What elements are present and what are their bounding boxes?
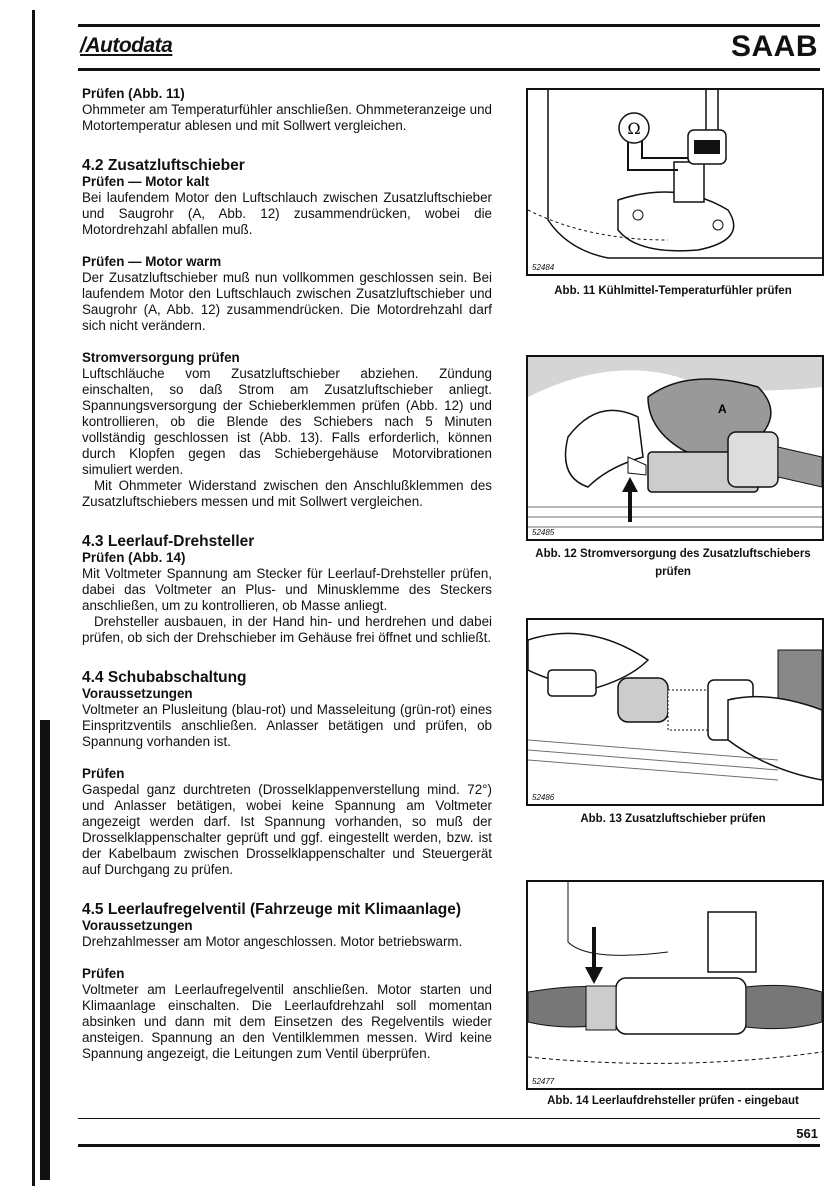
scan-shadow xyxy=(40,720,50,1180)
paragraph: Der Zusatzluftschieber muß nun vollkommen geschlossen sein. Bei laufendem Motor den Luftschlauch zwischen Zusatzluftschieber und Saugrohr (A, Abb. 12) zusammendrücken. Die Motordrehzahl darf sich nicht verändern. xyxy=(82,270,492,333)
section-heading: 4.2 Zusatzluftschieber xyxy=(82,157,245,174)
paragraph: Luftschläuche vom Zusatzluftschieber abziehen. Zündung einschalten, so daß Strom am Zusatzluftschieber anliegt. Spannungsversorgung der Schieberklemmen prüfen (Abb. 12) und kontrollieren, ob die Blende des Schiebers nach 5 Minuten vollständig geschlossen ist (Abb. 13). Falls erforderlich, können durch Klopfen gegen das Schiebergehäuse Motorvibrationen simuliert werden. xyxy=(82,366,492,477)
figure-number: 52485 xyxy=(532,528,555,537)
section-heading: 4.3 Leerlauf-Drehsteller xyxy=(82,533,255,550)
section-subheading: Stromversorgung prüfen xyxy=(82,350,240,365)
paragraph: Gaspedal ganz durchtreten (Drosselklappenverstellung mind. 72°) und Anlasser betätigen, wobei keine Spannung am Voltmeter angezeigt werden darf. Ist Spannung vorhanden, so muß der Drosselklappenschalter geprüft und ggf. eingestellt werden, bzw. ist der Kabelbaum zwischen Drosselklappenschalter und Steuergerät auf Durchgang zu prüfen. xyxy=(82,782,492,877)
page-binding xyxy=(0,0,30,1186)
section-subheading: Voraussetzungen xyxy=(82,686,193,701)
section-subheading: Prüfen — Motor warm xyxy=(82,254,222,269)
paragraph: Drehsteller ausbauen, in der Hand hin- und herdrehen und dabei prüfen, ob sich der Drehschieber im Gehäuse frei öffnet und schließt. xyxy=(82,614,492,645)
main-text-column xyxy=(82,86,492,1062)
paragraph: Voltmeter am Leerlaufregelventil anschließen. Motor starten und Klimaanlage einschalten. Die Leerlaufdrehzahl soll momentan absinken und dann mit dem Einsetzen des Regelventils wieder ansteigen. Spannung an den Ventilklemmen messen. Wird keine Spannung angezeigt, die Leitungen zum Ventil überprüfen. xyxy=(82,982,492,1061)
section-subheading: Voraussetzungen xyxy=(82,918,193,933)
temperature-sensor-illustration xyxy=(528,90,822,274)
figure-14-caption: Abb. 14 Leerlaufdrehsteller prüfen - eingebaut xyxy=(547,1095,799,1107)
section-heading: 4.5 Leerlaufregelventil (Fahrzeuge mit Klimaanlage) xyxy=(82,901,462,918)
auxiliary-air-valve-illustration xyxy=(528,357,822,539)
page-number: 561 xyxy=(796,1126,818,1141)
section-subheading: Prüfen xyxy=(82,966,125,981)
section-subheading: Prüfen xyxy=(82,766,125,781)
section-subheading: Prüfen (Abb. 14) xyxy=(82,550,186,565)
figure-number: 52477 xyxy=(532,1077,555,1086)
paragraph: Drehzahlmesser am Motor angeschlossen. Motor betriebswarm. xyxy=(82,934,463,949)
idle-actuator-illustration xyxy=(528,882,822,1088)
header-rule-bottom xyxy=(78,68,820,71)
section-subheading: Prüfen — Motor kalt xyxy=(82,174,210,189)
figure-12 xyxy=(526,355,824,541)
footer-rule xyxy=(78,1144,820,1147)
figure-14 xyxy=(526,880,824,1090)
binding-edge xyxy=(32,10,35,1186)
figure-11 xyxy=(526,88,824,276)
paragraph: Mit Voltmeter Spannung am Stecker für Leerlauf-Drehsteller prüfen, dabei das Voltmeter an Plus- und Minusklemme des Steckers anschließen, um zu kontrollieren, ob Masse anliegt. xyxy=(82,566,492,613)
figure-13 xyxy=(526,618,824,806)
figure-12-caption: Abb. 12 Stromversorgung des Zusatzluftschiebers prüfen xyxy=(535,548,811,578)
paragraph: Mit Ohmmeter Widerstand zwischen den Anschlußklemmen des Zusatzluftschiebers messen und mit Sollwert vergleichen. xyxy=(82,478,492,509)
figure-number: 52484 xyxy=(532,263,555,272)
brand-logo: /Autodata xyxy=(80,34,173,57)
ohm-symbol: Ω xyxy=(627,119,641,138)
air-valve-test-illustration xyxy=(528,620,822,804)
paragraph: Voltmeter an Plusleitung (blau-rot) und Masseleitung (grün-rot) eines Einspritzventils anschließen. Anlasser betätigen und prüfen, ob Spannung vorhanden ist. xyxy=(82,702,492,749)
header-rule xyxy=(78,24,820,27)
paragraph: Ohmmeter am Temperaturfühler anschließen. Ohmmeteranzeige und Motortemperatur ablesen und mit Sollwert vergleichen. xyxy=(82,102,492,133)
section-subheading: Prüfen (Abb. 11) xyxy=(82,86,185,101)
make-title: SAAB xyxy=(730,30,818,63)
figure-number: 52486 xyxy=(532,793,555,802)
hose-label: A xyxy=(718,402,727,416)
footer-rule-thin xyxy=(78,1118,820,1119)
section-heading: 4.4 Schubabschaltung xyxy=(82,669,247,686)
figure-11-caption: Abb. 11 Kühlmittel-Temperaturfühler prüfen xyxy=(554,285,792,297)
paragraph: Bei laufendem Motor den Luftschlauch zwischen Zusatzluftschieber und Saugrohr (A, Abb. 12) zusammendrücken, wobei die Motordrehzahl abfallen muß. xyxy=(82,190,492,237)
figure-13-caption: Abb. 13 Zusatzluftschieber prüfen xyxy=(580,813,766,825)
